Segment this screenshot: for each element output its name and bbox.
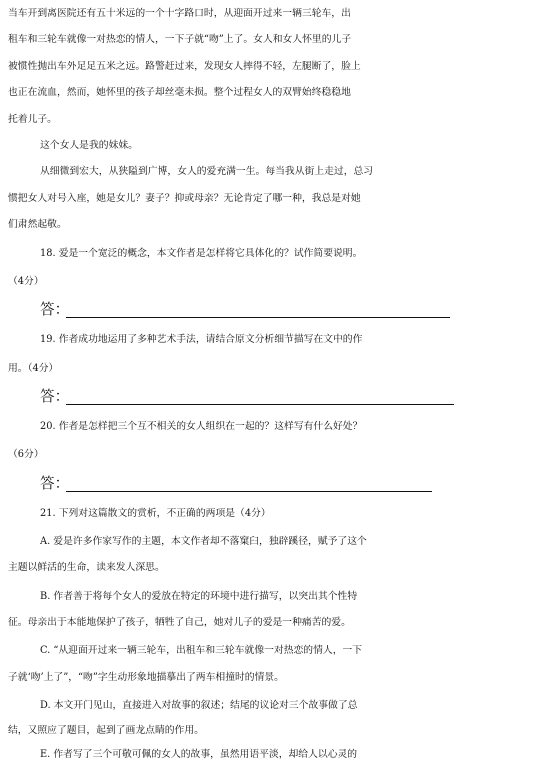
option-c-cont: 子就‘吻’上了”，“吻”字生动形象地描摹出了两车相撞时的情景。 [8, 671, 284, 683]
passage-line: 托着儿子。 [8, 113, 57, 125]
passage-line: 也正在流血，然而，她怀里的孩子却丝毫未损。整个过程女人的双臂始终稳稳地 [8, 87, 351, 99]
question-21: 21. 下列对这篇散文的赏析，不正确的两项是（4分） [40, 507, 271, 519]
option-d-cont: 结，又照应了题目，起到了画龙点睛的作用。 [8, 725, 204, 737]
option-e: E. 作者写了三个可敬可佩的女人的故事，虽然用语平淡，却给人以心灵的 [40, 749, 358, 760]
answer-label: 答： [40, 474, 70, 492]
passage-line: 租车和三轮车就像一对热恋的情人，一下子就“吻”上了。女人和女人怀里的儿子 [8, 34, 352, 46]
option-a: A. 爱是许多作家写作的主题，本文作者却不落窠臼，独辟蹊径，赋予了这个 [40, 535, 367, 547]
passage-line: 惯把女人对号入座，她是女儿？妻子？抑或母亲？无论肯定了哪一种，我总是对她 [8, 192, 361, 204]
passage-line: 这个女人是我的妹妹。 [40, 140, 138, 151]
question-19-score: 用。（4分） [8, 362, 59, 374]
option-c: C. “从迎面开过来一辆三轮车，出租车和三轮车就像一对热恋的情人，一下 [40, 645, 363, 657]
option-b-cont: 征。母亲出于本能地保护了孩子，牺牲了自己，她对儿子的爱是一种痛苦的爱。 [8, 617, 351, 628]
answer-blank-18[interactable] [66, 317, 450, 318]
passage-line: 们肃然起敬。 [8, 219, 67, 231]
answer-label: 答： [40, 387, 70, 405]
passage-line: 被惯性抛出车外足足五米之远。路警赶过来，发现女人摔得不轻，左腿断了，脸上 [8, 60, 361, 72]
question-18-score: （4分） [8, 275, 44, 287]
passage-line: 从细微到宏大，从狭隘到广博，女人的爱充满一生。每当我从街上走过，总习 [40, 166, 374, 178]
passage-line: 当车开到离医院还有五十米远的一个十字路口时，从迎面开过来一辆三轮车，出 [8, 8, 351, 19]
option-d: D. 本文开门见山，直接进入对故事的叙述；结尾的议论对三个故事做了总 [40, 700, 358, 711]
answer-blank-20[interactable] [66, 491, 432, 492]
answer-label: 答： [40, 301, 70, 318]
option-a-cont: 主题以鲜活的生命，读来发人深思。 [8, 562, 165, 574]
question-20-score: （6分） [8, 449, 44, 461]
question-18: 18. 爱是一个宽泛的概念，本文作者是怎样将它具体化的？试作简要说明。 [40, 247, 363, 259]
answer-blank-19[interactable] [66, 404, 454, 405]
option-b: B. 作者善于将每个女人的爱放在特定的环境中进行描写，以突出其个性特 [40, 590, 358, 602]
question-20: 20. 作者是怎样把三个互不相关的女人组织在一起的？这样写有什么好处？ [40, 420, 363, 432]
question-19: 19. 作者成功地运用了多种艺术手法，请结合原文分析细节描写在文中的作 [40, 334, 363, 346]
